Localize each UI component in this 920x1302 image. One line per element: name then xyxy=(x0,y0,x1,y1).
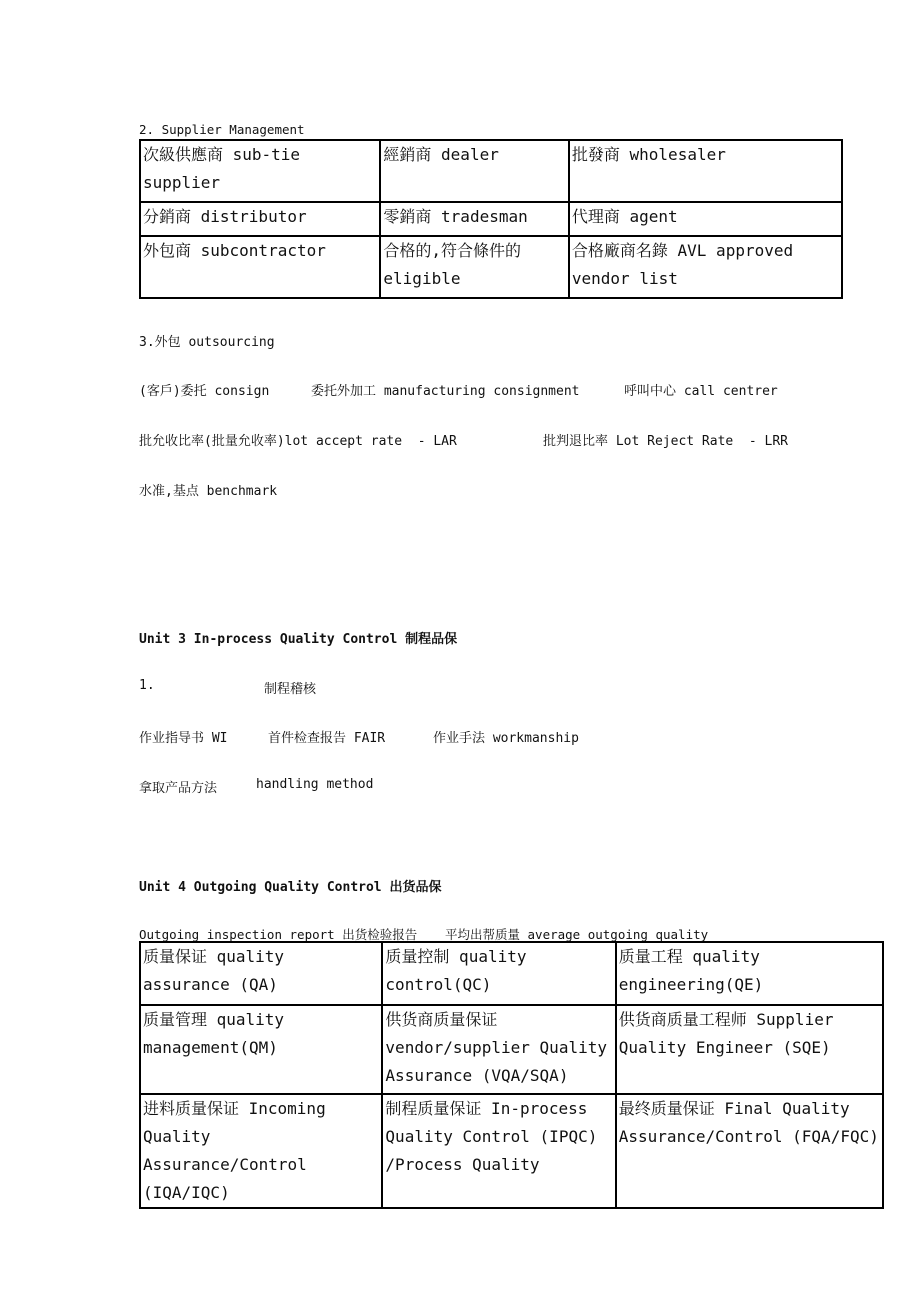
table-cell: 供货商质量保证 vendor/supplier Quality Assurance (VQA/SQA) xyxy=(382,1005,615,1094)
table-row xyxy=(140,202,842,236)
table-cell: 质量控制 quality control(QC) xyxy=(382,942,615,1005)
unit-3-item-label: 制程稽核 xyxy=(264,682,317,697)
table-cell: 零銷商 tradesman xyxy=(380,202,568,236)
table-cell: 代理商 agent xyxy=(569,202,842,236)
outgoing-report-term: Outgoing inspection report 出货检验报告 xyxy=(139,927,418,942)
table-cell: 經銷商 dealer xyxy=(380,140,568,202)
table-row xyxy=(140,236,842,298)
unit-3-item-number: 1. xyxy=(139,678,155,693)
unit-4-heading: Unit 4 Outgoing Quality Control 出货品保 xyxy=(139,880,442,895)
call-centre-term: 呼叫中心 call centrer xyxy=(624,384,778,399)
table-row xyxy=(140,942,883,1005)
table-row xyxy=(140,140,842,202)
table-row xyxy=(140,1094,883,1208)
table-cell: 质量保证 quality assurance (QA) xyxy=(140,942,382,1005)
table-cell: 进料质量保证 Incoming Quality Assurance/Control (IQA/IQC) xyxy=(140,1094,382,1208)
quality-terms-table xyxy=(139,941,884,1209)
workmanship-term: 作业手法 workmanship xyxy=(433,731,579,746)
wi-term: 作业指导书 WI xyxy=(139,731,228,746)
table-cell: 供货商质量工程师 Supplier Quality Engineer (SQE) xyxy=(616,1005,883,1094)
manufacturing-consignment-term: 委托外加工 manufacturing consignment xyxy=(311,384,580,399)
section-2-heading: 2. Supplier Management xyxy=(139,122,305,137)
handling-method-cn: 拿取产品方法 xyxy=(139,781,218,796)
table-cell: 分銷商 distributor xyxy=(140,202,380,236)
table-cell: 次級供應商 sub-tie supplier xyxy=(140,140,380,202)
table-cell: 质量管理 quality management(QM) xyxy=(140,1005,382,1094)
supplier-table xyxy=(139,139,843,299)
aoq-term: 平均出帮质量 average outgoing quality xyxy=(445,927,709,942)
lrr-term: 批判退比率 Lot Reject Rate - LRR xyxy=(543,434,789,449)
handling-method-en: handling method xyxy=(256,777,374,792)
fair-term: 首件检查报告 FAIR xyxy=(268,731,386,746)
table-cell: 最终质量保证 Final Quality Assurance/Control (FQA/FQC) xyxy=(616,1094,883,1208)
benchmark-term: 水准,基点 benchmark xyxy=(139,484,278,499)
table-cell: 外包商 subcontractor xyxy=(140,236,380,298)
table-cell: 制程质量保证 In-process Quality Control (IPQC) /Process Quality xyxy=(382,1094,615,1208)
section-3-heading: 3.外包 outsourcing xyxy=(139,335,275,350)
table-cell: 批發商 wholesaler xyxy=(569,140,842,202)
lar-term: 批允收比率(批量允收率)lot accept rate - LAR xyxy=(139,434,457,449)
table-cell: 质量工程 quality engineering(QE) xyxy=(616,942,883,1005)
consign-term: (客戶)委托 consign xyxy=(139,384,270,399)
table-cell: 合格廠商名錄 AVL approved vendor list xyxy=(569,236,842,298)
table-row xyxy=(140,1005,883,1094)
unit-3-heading: Unit 3 In-process Quality Control 制程品保 xyxy=(139,632,458,647)
table-cell: 合格的,符合條件的 eligible xyxy=(380,236,568,298)
